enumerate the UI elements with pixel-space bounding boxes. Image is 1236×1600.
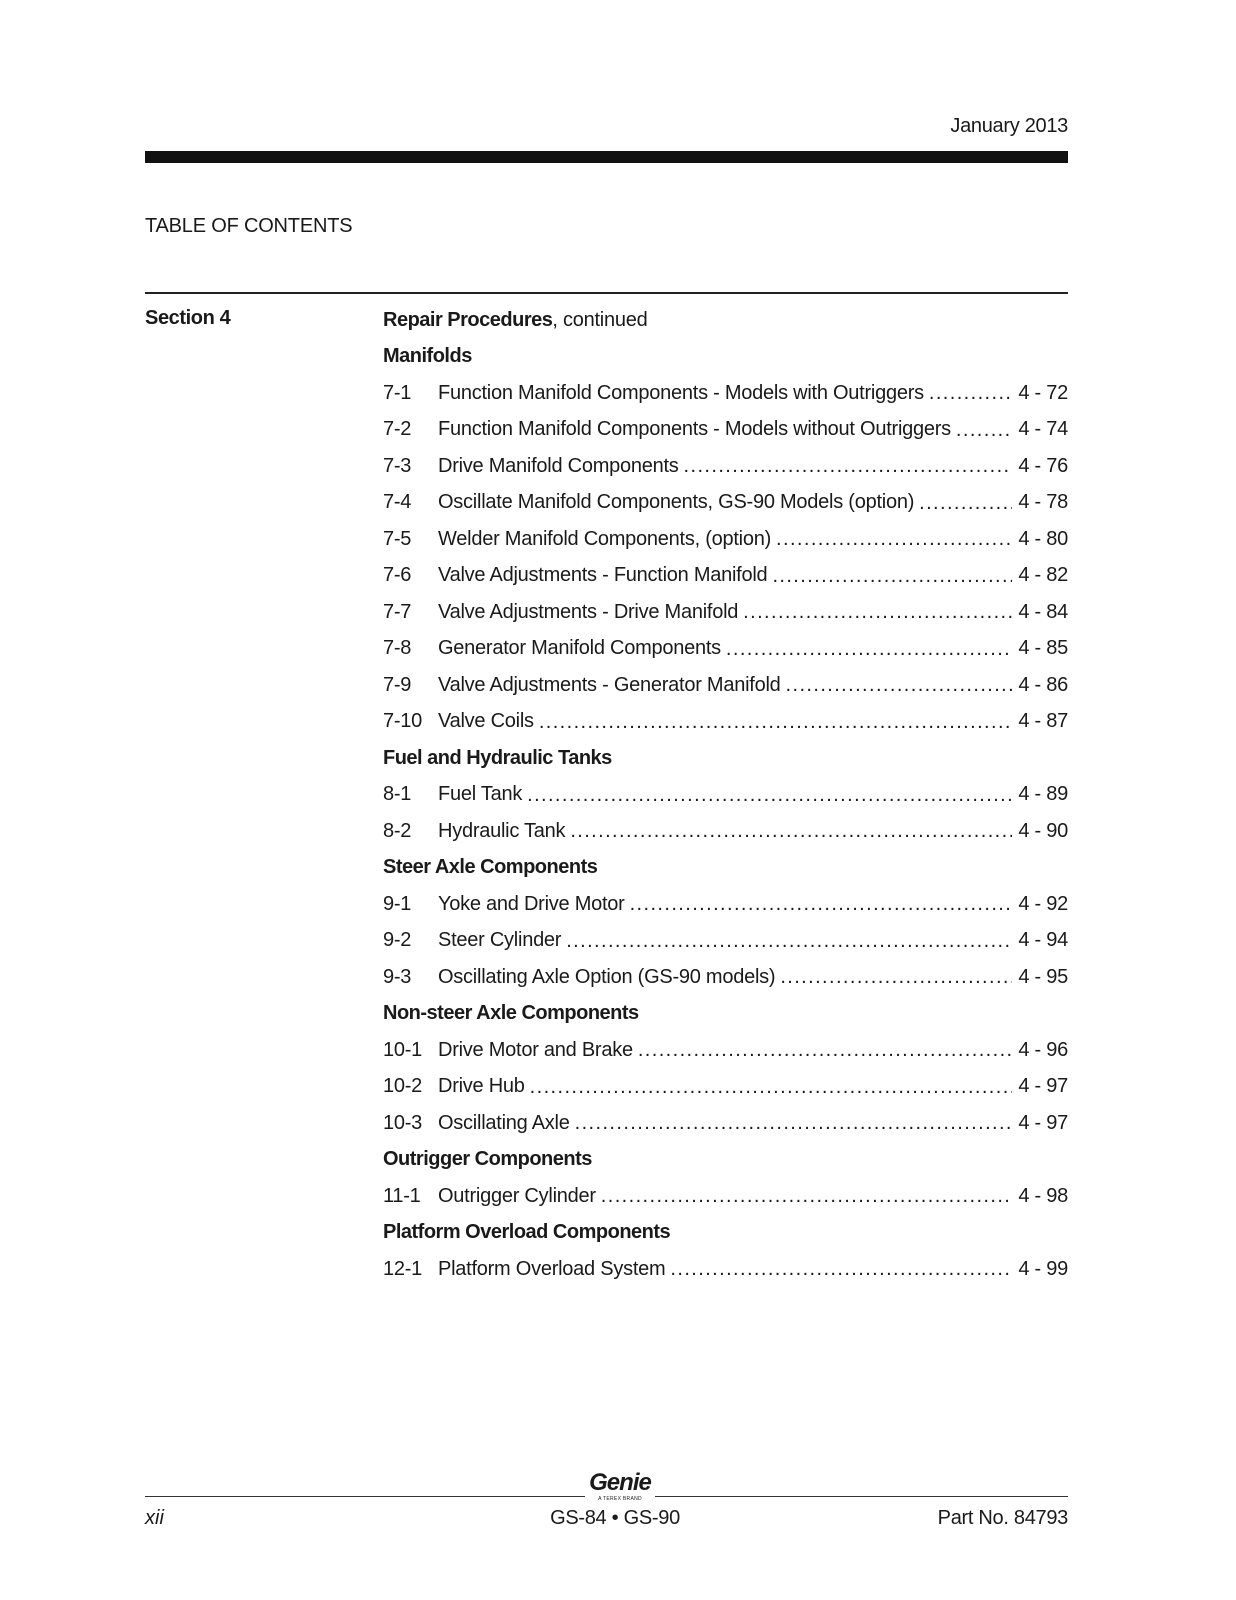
toc-entry-page: 4 - 94 bbox=[1018, 929, 1068, 952]
section-title-suffix: , continued bbox=[552, 308, 648, 331]
toc-entry-page: 4 - 76 bbox=[1018, 454, 1068, 477]
section-title bbox=[383, 302, 1068, 339]
page-number: xii bbox=[145, 1507, 164, 1529]
logo-tagline: A TEREX BRAND bbox=[598, 1496, 642, 1502]
toc-leader-dots bbox=[780, 966, 1012, 988]
toc-entry-number: 7-4 bbox=[383, 491, 412, 514]
document-title: TABLE OF CONTENTS bbox=[145, 215, 353, 237]
toc-leader-dots bbox=[929, 382, 1012, 404]
toc-leader-dots bbox=[566, 930, 1012, 952]
toc-leader-dots bbox=[772, 565, 1012, 587]
toc-group-heading bbox=[383, 996, 1068, 1033]
toc-entry-number: 7-3 bbox=[383, 454, 412, 477]
toc-entry[interactable] bbox=[383, 375, 1068, 412]
toc-leader-dots bbox=[638, 1039, 1013, 1061]
toc-entry-title: Steer Cylinder bbox=[438, 929, 562, 952]
toc-group-heading bbox=[383, 850, 1068, 887]
toc-entry[interactable] bbox=[383, 1178, 1068, 1215]
toc-entry[interactable] bbox=[383, 558, 1068, 595]
toc-entry-number: 11-1 bbox=[383, 1184, 421, 1207]
toc-leader-dots bbox=[786, 674, 1013, 696]
toc-entry-page: 4 - 98 bbox=[1018, 1184, 1068, 1207]
toc-entry-title: Valve Adjustments - Drive Manifold bbox=[438, 600, 739, 623]
toc-leader-dots bbox=[630, 893, 1013, 915]
toc-entry-page: 4 - 97 bbox=[1018, 1075, 1068, 1098]
toc-group-heading-text: Manifolds bbox=[383, 345, 472, 368]
toc-entry-number: 7-1 bbox=[383, 381, 412, 404]
toc-entry[interactable] bbox=[383, 1251, 1068, 1288]
toc-entry-page: 4 - 89 bbox=[1018, 783, 1068, 806]
toc-entry-title: Drive Manifold Components bbox=[438, 454, 679, 477]
toc-leader-dots bbox=[670, 1258, 1012, 1280]
toc-entry[interactable] bbox=[383, 1105, 1068, 1142]
title-divider bbox=[145, 292, 1068, 294]
toc-group-heading bbox=[383, 1215, 1068, 1252]
toc-entry-title: Drive Hub bbox=[438, 1075, 525, 1098]
toc-entry[interactable] bbox=[383, 777, 1068, 814]
toc-entry[interactable] bbox=[383, 631, 1068, 668]
toc-entry[interactable] bbox=[383, 521, 1068, 558]
toc-entry-title: Fuel Tank bbox=[438, 783, 523, 806]
toc-entry-number: 7-5 bbox=[383, 527, 412, 550]
toc-entry-number: 10-2 bbox=[383, 1075, 423, 1098]
section-title-main: Repair Procedures bbox=[383, 308, 553, 331]
toc-entry-page: 4 - 74 bbox=[1018, 418, 1068, 441]
toc-entry-title: Yoke and Drive Motor bbox=[438, 892, 625, 915]
toc-entry-number: 12-1 bbox=[383, 1257, 423, 1280]
toc-entry[interactable] bbox=[383, 886, 1068, 923]
toc-entry-title: Welder Manifold Components, (option) bbox=[438, 527, 772, 550]
toc-leader-dots bbox=[684, 455, 1013, 477]
toc-entry-title: Function Manifold Components - Models with Outriggers bbox=[438, 381, 924, 404]
toc-entry-number: 8-2 bbox=[383, 819, 412, 842]
toc-entry-number: 7-10 bbox=[383, 710, 423, 733]
toc-entry[interactable] bbox=[383, 813, 1068, 850]
toc-entry[interactable] bbox=[383, 485, 1068, 522]
toc-entry-title: Generator Manifold Components bbox=[438, 637, 721, 660]
toc-entry-title: Oscillating Axle Option (GS-90 models) bbox=[438, 965, 776, 988]
toc-leader-dots bbox=[726, 638, 1012, 660]
toc-group-heading-text: Steer Axle Components bbox=[383, 856, 598, 879]
toc-leader-dots bbox=[575, 1112, 1013, 1134]
toc-entry[interactable] bbox=[383, 667, 1068, 704]
toc-entry-title: Function Manifold Components - Models without Outriggers bbox=[438, 418, 951, 441]
toc-entry-page: 4 - 99 bbox=[1018, 1257, 1068, 1280]
toc-entry-page: 4 - 82 bbox=[1018, 564, 1068, 587]
toc-entry-page: 4 - 96 bbox=[1018, 1038, 1068, 1061]
toc-entry-page: 4 - 72 bbox=[1018, 381, 1068, 404]
toc-group-heading-text: Non-steer Axle Components bbox=[383, 1002, 639, 1025]
toc-entry-page: 4 - 95 bbox=[1018, 965, 1068, 988]
toc-entry-number: 8-1 bbox=[383, 783, 412, 806]
toc-entry[interactable] bbox=[383, 1032, 1068, 1069]
section-label: Section 4 bbox=[145, 307, 231, 329]
logo-wordmark: Genie bbox=[589, 1469, 651, 1496]
toc-leader-dots bbox=[539, 711, 1013, 733]
toc-entry-number: 10-3 bbox=[383, 1111, 423, 1134]
part-number: Part No. 84793 bbox=[937, 1507, 1068, 1529]
toc-entry[interactable] bbox=[383, 448, 1068, 485]
toc-entry-title: Hydraulic Tank bbox=[438, 819, 566, 842]
toc-entry[interactable] bbox=[383, 594, 1068, 631]
toc-leader-dots bbox=[527, 784, 1012, 806]
toc-group-heading-text: Platform Overload Components bbox=[383, 1221, 671, 1244]
toc-entry-page: 4 - 97 bbox=[1018, 1111, 1068, 1134]
toc-leader-dots bbox=[956, 419, 1012, 441]
genie-logo bbox=[585, 1470, 655, 1504]
toc-group-heading bbox=[383, 339, 1068, 376]
toc-entry-number: 9-1 bbox=[383, 892, 412, 915]
toc-entry[interactable] bbox=[383, 704, 1068, 741]
toc-group-heading-text: Outrigger Components bbox=[383, 1148, 592, 1171]
toc-entry-page: 4 - 78 bbox=[1018, 491, 1068, 514]
toc-leader-dots bbox=[919, 492, 1012, 514]
toc-entry-title: Valve Coils bbox=[438, 710, 534, 733]
toc-entry-page: 4 - 92 bbox=[1018, 892, 1068, 915]
toc-entry-number: 9-3 bbox=[383, 965, 412, 988]
toc-entry-title: Oscillating Axle bbox=[438, 1111, 570, 1134]
toc-group-heading bbox=[383, 1142, 1068, 1179]
toc-entry-number: 7-9 bbox=[383, 673, 412, 696]
toc-entry[interactable] bbox=[383, 923, 1068, 960]
toc-entry[interactable] bbox=[383, 959, 1068, 996]
toc-entry-page: 4 - 90 bbox=[1018, 819, 1068, 842]
toc-entry-page: 4 - 84 bbox=[1018, 600, 1068, 623]
toc-leader-dots bbox=[601, 1185, 1013, 1207]
toc-entry-number: 7-2 bbox=[383, 418, 412, 441]
toc-entry-page: 4 - 85 bbox=[1018, 637, 1068, 660]
toc-entry-page: 4 - 80 bbox=[1018, 527, 1068, 550]
toc-group-heading bbox=[383, 740, 1068, 777]
toc-entry-number: 7-6 bbox=[383, 564, 412, 587]
toc-leader-dots bbox=[743, 601, 1012, 623]
toc-entry-title: Valve Adjustments - Function Manifold bbox=[438, 564, 768, 587]
toc-leader-dots bbox=[776, 528, 1012, 550]
toc-entry-title: Oscillate Manifold Components, GS-90 Models (option) bbox=[438, 491, 915, 514]
toc-entry-number: 9-2 bbox=[383, 929, 412, 952]
toc-entry-number: 7-8 bbox=[383, 637, 412, 660]
toc-entry-number: 7-7 bbox=[383, 600, 412, 623]
toc-list bbox=[383, 302, 1068, 1288]
header-date: January 2013 bbox=[950, 115, 1068, 137]
toc-entry[interactable] bbox=[383, 1069, 1068, 1106]
model-text: GS-84 • GS-90 bbox=[550, 1507, 680, 1529]
toc-entry[interactable] bbox=[383, 412, 1068, 449]
toc-leader-dots bbox=[530, 1076, 1013, 1098]
toc-entry-page: 4 - 87 bbox=[1018, 710, 1068, 733]
toc-entry-title: Drive Motor and Brake bbox=[438, 1038, 633, 1061]
toc-group-heading-text: Fuel and Hydraulic Tanks bbox=[383, 746, 612, 769]
header-rule bbox=[145, 151, 1068, 163]
toc-entry-number: 10-1 bbox=[383, 1038, 423, 1061]
toc-entry-title: Valve Adjustments - Generator Manifold bbox=[438, 673, 781, 696]
toc-entry-title: Outrigger Cylinder bbox=[438, 1184, 596, 1207]
toc-leader-dots bbox=[570, 820, 1012, 842]
toc-entry-page: 4 - 86 bbox=[1018, 673, 1068, 696]
toc-entry-title: Platform Overload System bbox=[438, 1257, 666, 1280]
